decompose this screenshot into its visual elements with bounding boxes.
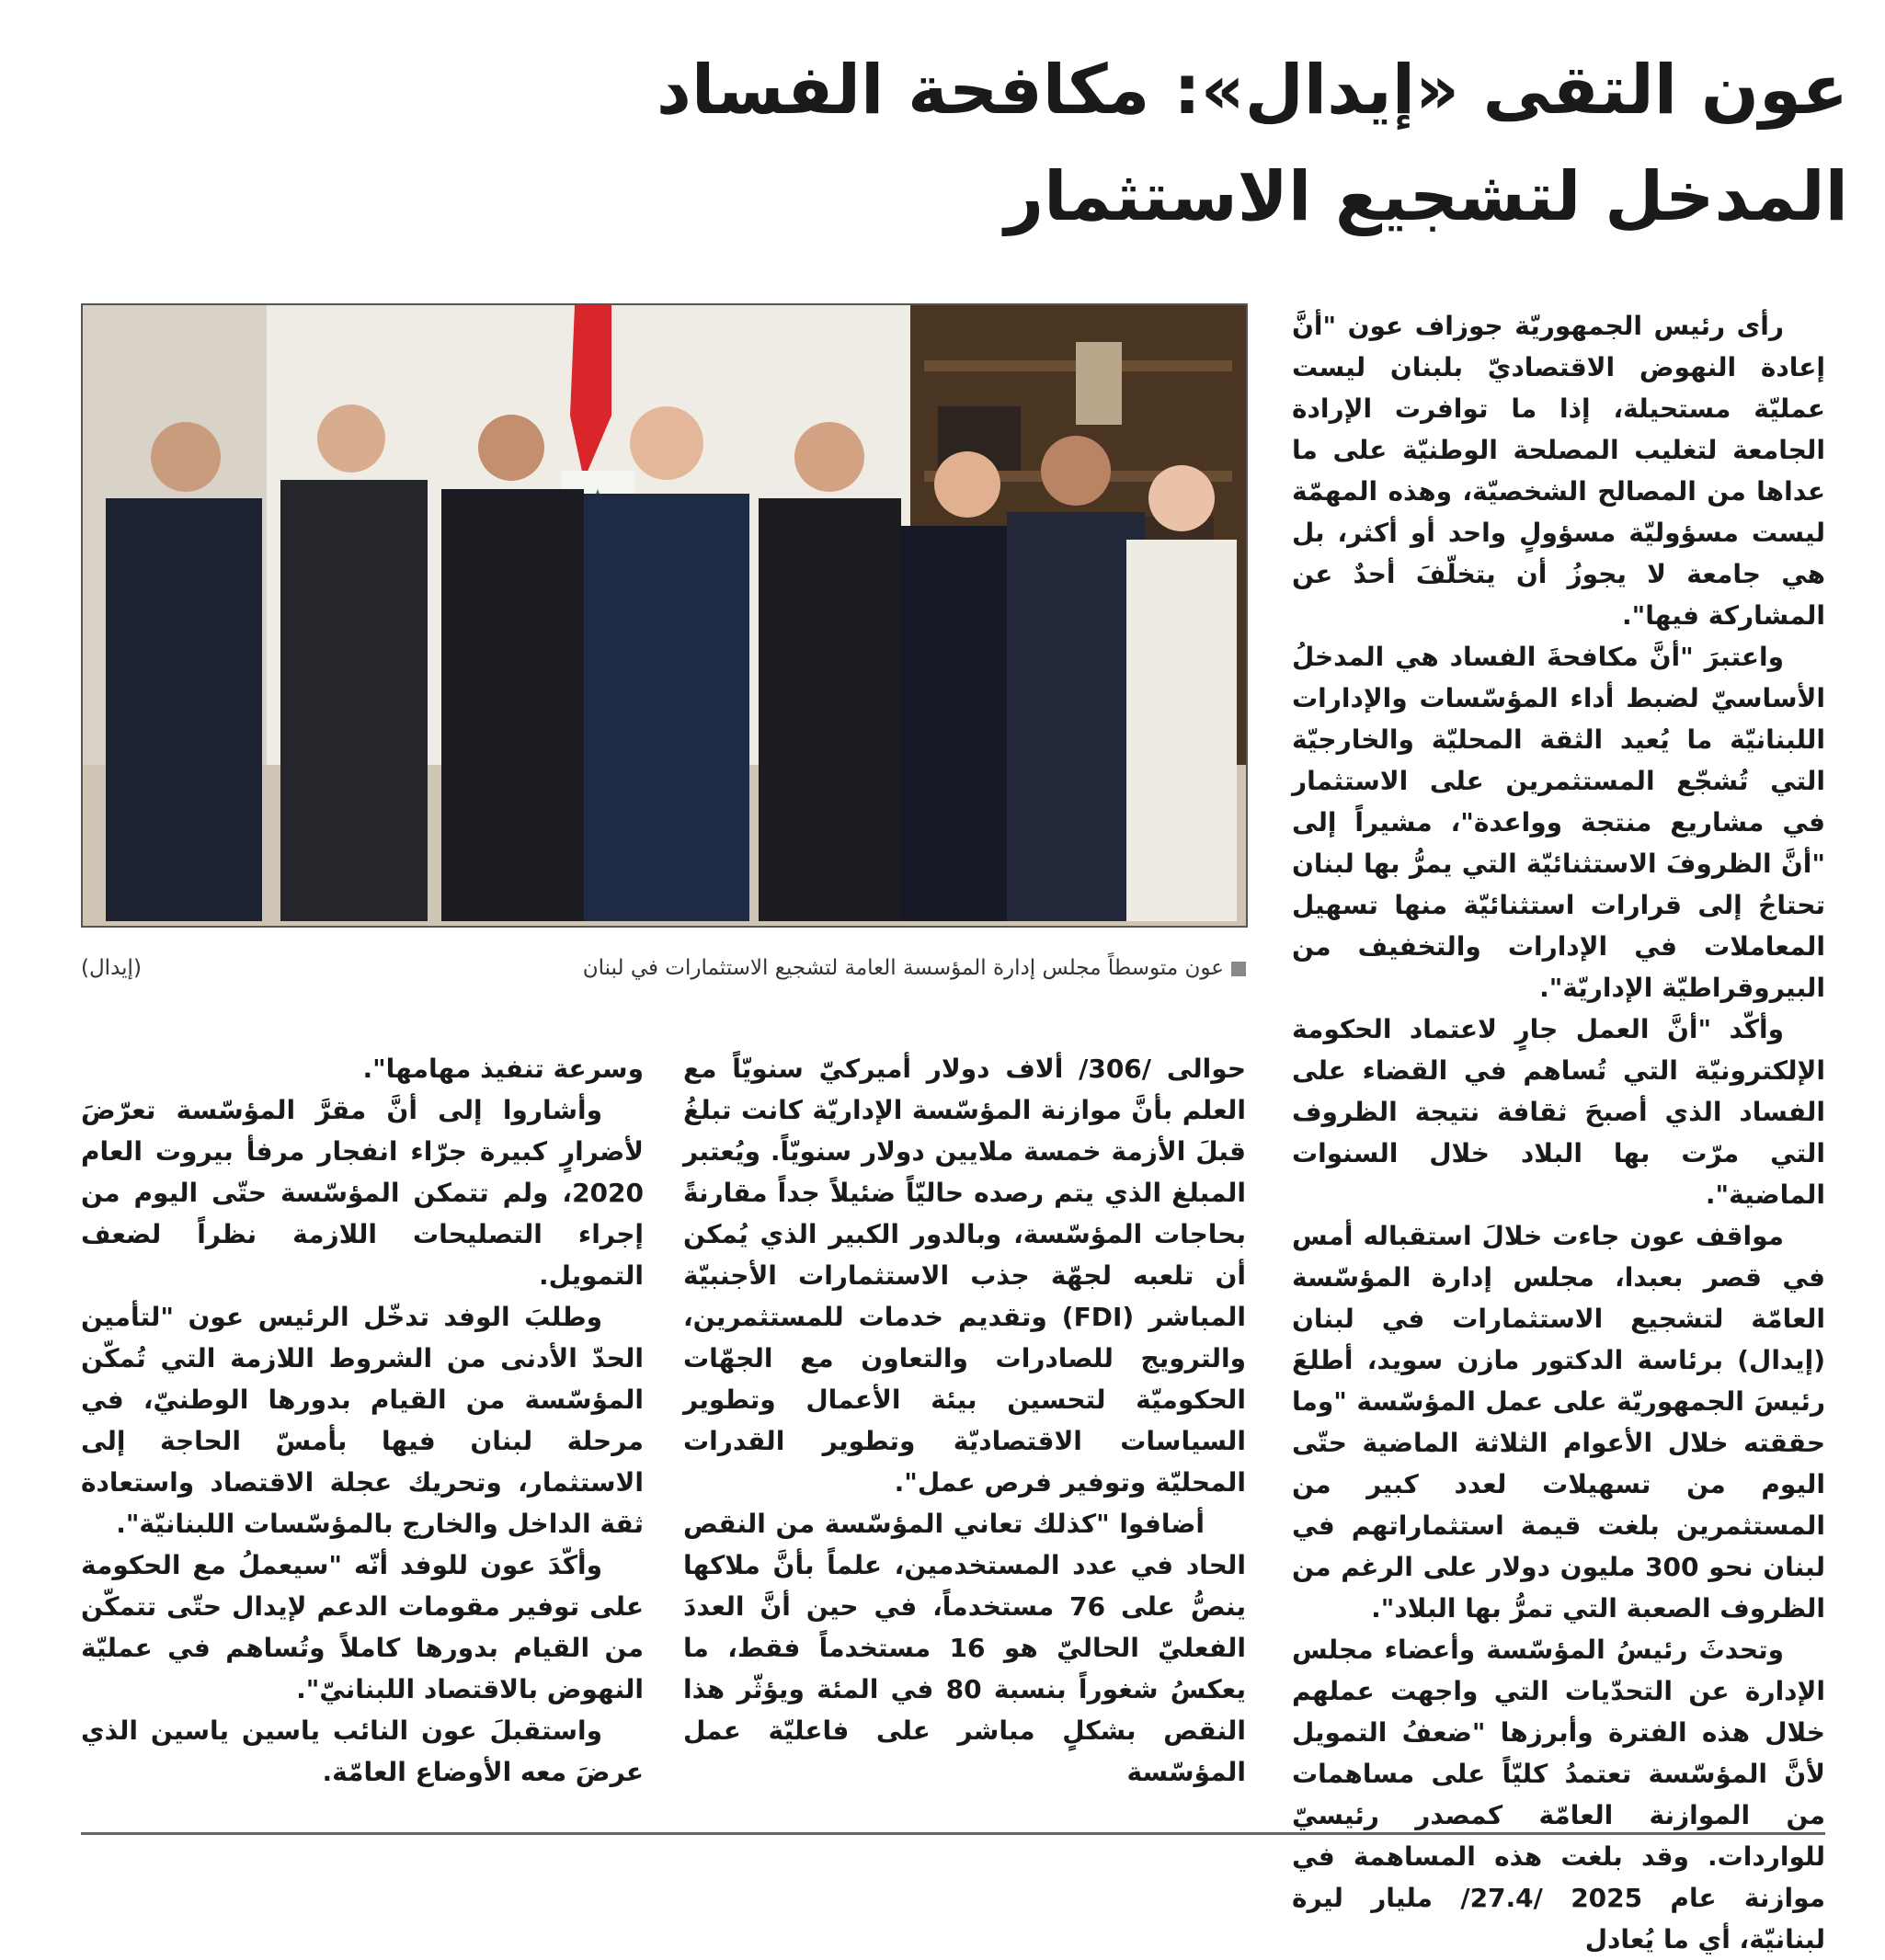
paragraph: مواقف عون جاءت خلالَ استقباله أمس في قصر بعبدا، مجلس إدارة المؤسّسة العامّة لتشجيع الاستثمارات في لبنان (إيدال) برئاسة الدكتور مازن سويد، أطلعَ رئيسَ الجمهوريّة على عمل المؤسّسة "وما حققته خلال الأعوام الثلاثة الماضية حتّى اليوم من تسهيلات لعدد كبير من المستثمرين بلغت قيمة استثماراتهم في لبنان نحو 300 مليون دولار على الرغم من الظروف الصعبة التي تمرُّ بها البلاد". <box>1292 1221 1826 1624</box>
paragraph: أضافوا "كذلك تعاني المؤسّسة من النقص الحاد في عدد المستخدمين، علماً بأنَّ ملاكها ينصُّ على 76 مستخدماً، في حين أنَّ العددَ الفعليّ الحاليّ هو 16 مستخدماً فقط، ما يعكسُ شغوراً بنسبة 80 في المئة ويؤثّر هذا النقص بشكلٍ مباشر على فاعليّة عمل المؤسّسة <box>683 1509 1247 1787</box>
bottom-divider <box>81 1832 1825 1835</box>
article-photo <box>81 303 1248 928</box>
paragraph: واستقبلَ عون النائب ياسين ياسين الذي عرضَ معه الأوضاع العامّة. <box>81 1715 644 1787</box>
paragraph: واعتبرَ "أنَّ مكافحةَ الفساد هي المدخلُ الأساسيّ لضبط أداء المؤسّسات والإدارات اللبنانيّة ما يُعيد الثقة المحليّة والخارجيّة التي تُشجّع المستثمرين على الاستثمار في مشاريع منتجة وواعدة"، مشيراً إلى "أنَّ الظروفَ الاستثنائيّة التي يمرُّ بها لبنان تحتاجُ إلى قرارات استثنائيّة منها تسهيل المعاملات في الإدارات والتخفيف من البيروقراطيّة الإداريّة". <box>1292 642 1825 1003</box>
paragraph: وطلبَ الوفد تدخّل الرئيس عون "لتأمين الحدّ الأدنى من الشروط اللازمة التي تُمكّن المؤسّسة من القيام بدورها الوطنيّ، في مرحلة لبنان فيها بأمسّ الحاجة إلى الاستثمار، وتحريك عجلة الاقتصاد واستعادة ثقة الداخل والخارج بالمؤسّسات اللبنانيّة". <box>81 1302 644 1539</box>
article-column-left <box>81 1048 644 1811</box>
paragraph: وسرعة تنفيذ مهامها". <box>362 1054 644 1084</box>
headline-line-2: المدخل لتشجيع الاستثمار <box>1004 157 1848 236</box>
photo-caption-row <box>81 956 1246 993</box>
paragraph: وأكّدَ عون للوفد أنّه "سيعملُ مع الحكومة على توفير مقومات الدعم لإيدال حتّى تتمكّن من القيام بدورها كاملاً وتُساهم في عمليّة النهوض بالاقتصاد اللبنانيّ". <box>81 1550 644 1704</box>
headline-line-1: عون التقى «إيدال»: مكافحة الفساد <box>656 51 1848 130</box>
photo-caption <box>583 956 1246 980</box>
paragraph: حوالى /306/ ألاف دولار أميركيّ سنويّاً مع العلم بأنَّ موازنة المؤسّسة الإداريّة كانت تبلغُ قبلَ الأزمة خمسة ملايين دولار سنويّاً. ويُعتبر المبلغ الذي يتم رصده حاليّاً ضئيلاً جداً مقارنةً بحاجات المؤسّسة، وبالدور الكبير الذي يُمكن أن تلعبه لجهّة جذب الاستثمارات الأجنبيّة المباشر (FDI) وتقديم خدمات للمستثمرين، والترويج للصادرات والتعاون مع الجهّات الحكوميّة لتحسين بيئة الأعمال وتطوير السياسات الاقتصاديّة وتطوير القدرات المحليّة وتوفير فرص عمل". <box>683 1054 1246 1498</box>
article-column-middle <box>683 1048 1246 1811</box>
photo-credit: (إيدال) <box>81 956 142 980</box>
article-column-right <box>1292 305 1826 1954</box>
caption-marker-icon <box>1231 962 1246 976</box>
caption-text: عون متوسطاً مجلس إدارة المؤسسة العامة لتشجيع الاستثمارات في لبنان <box>582 956 1224 980</box>
article-headline <box>656 37 1848 250</box>
paragraph: وأكّد "أنَّ العمل جارٍ لاعتماد الحكومة الإلكترونيّة التي تُساهم في القضاء على الفساد الذي أصبحَ ثقافة نتيجة الظروف التي مرّت بها البلاد خلال السنوات الماضية". <box>1292 1014 1825 1210</box>
paragraph: وتحدثَ رئيسُ المؤسّسة وأعضاء مجلس الإدارة عن التحدّيات التي واجهت عملهم خلال هذه الفترة وأبرزها "ضعفُ التمويل لأنَّ المؤسّسة تعتمدُ كليّاً على مساهمات من الموازنة العامّة كمصدر رئيسيّ للواردات. وقد بلغت هذه المساهمة في موازنة عام 2025 /27.4/ مليار ليرة لبنانيّة، أي ما يُعادل <box>1292 1635 1825 1954</box>
photo-illustration <box>83 305 1246 926</box>
paragraph: وأشاروا إلى أنَّ مقرَّ المؤسّسة تعرّضَ لأضرارٍ كبيرة جرّاء انفجار مرفأ بيروت العام 2020، ولم تتمكن المؤسّسة حتّى اليوم من إجراء التصليحات اللازمة نظراً لضعف التمويل. <box>81 1095 644 1291</box>
paragraph: رأى رئيس الجمهوريّة جوزاف عون "أنَّ إعادة النهوض الاقتصاديّ بلبنان ليست عمليّة مستحيلة، إذا ما توافرت الإرادة الجامعة لتغليب المصلحة الوطنيّة على ما عداها من المصالح الشخصيّة، وهذه المهمّة ليست مسؤوليّة مسؤولٍ واحد أو أكثر، بل هي جامعة لا يجوزُ أن يتخلّفَ أحدٌ عن المشاركة فيها". <box>1292 311 1825 631</box>
